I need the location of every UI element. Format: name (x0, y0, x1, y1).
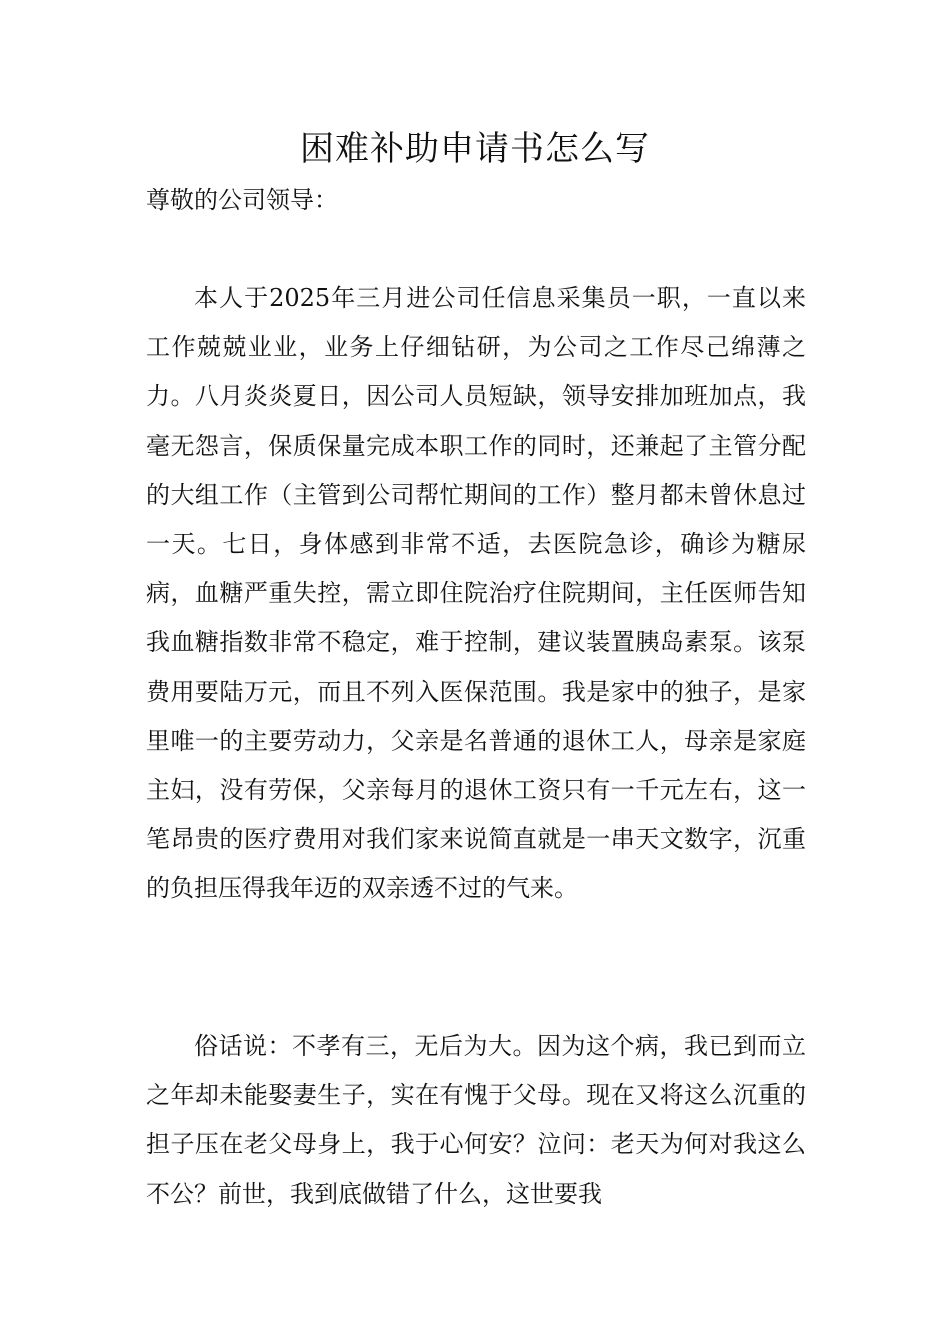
body-paragraph-2: 俗话说：不孝有三，无后为大。因为这个病，我已到而立之年却未能娶妻生子，实在有愧于父母。现在又将这么沉重的担子压在老父母身上，我于心何安？泣问：老天为何对我这么不公？前世，我到底做错了什么，这世要我 (146, 1032, 806, 1208)
document-title: 困难补助申请书怎么写 (300, 129, 650, 169)
body-paragraph-1: 本人于2025年三月进公司任信息采集员一职，一直以来工作兢兢业业，业务上仔细钻研，为公司之工作尽己绵薄之力。八月炎炎夏日，因公司人员短缺，领导安排加班加点，我毫无怨言，保质保量完成本职工作的同时，还兼起了主管分配的大组工作（主管到公司帮忙期间的工作）整月都未曾休息过一天。七日，身体感到非常不适，去医院急诊，确诊为糖尿病，血糖严重失控，需立即住院治疗住院期间，主任医师告知我血糖指数非常不稳定，难于控制，建议装置胰岛素泵。该泵费用要陆万元，而且不列入医保范围。我是家中的独子，是家里唯一的主要劳动力，父亲是名普通的退休工人，母亲是家庭主妇，没有劳保，父亲每月的退休工资只有一千元左右，这一笔昂贵的医疗费用对我们家来说简直就是一串天文数字，沉重的负担压得我年迈的双亲透不过的气来。 (146, 284, 806, 903)
salutation: 尊敬的公司领导： (146, 186, 338, 214)
